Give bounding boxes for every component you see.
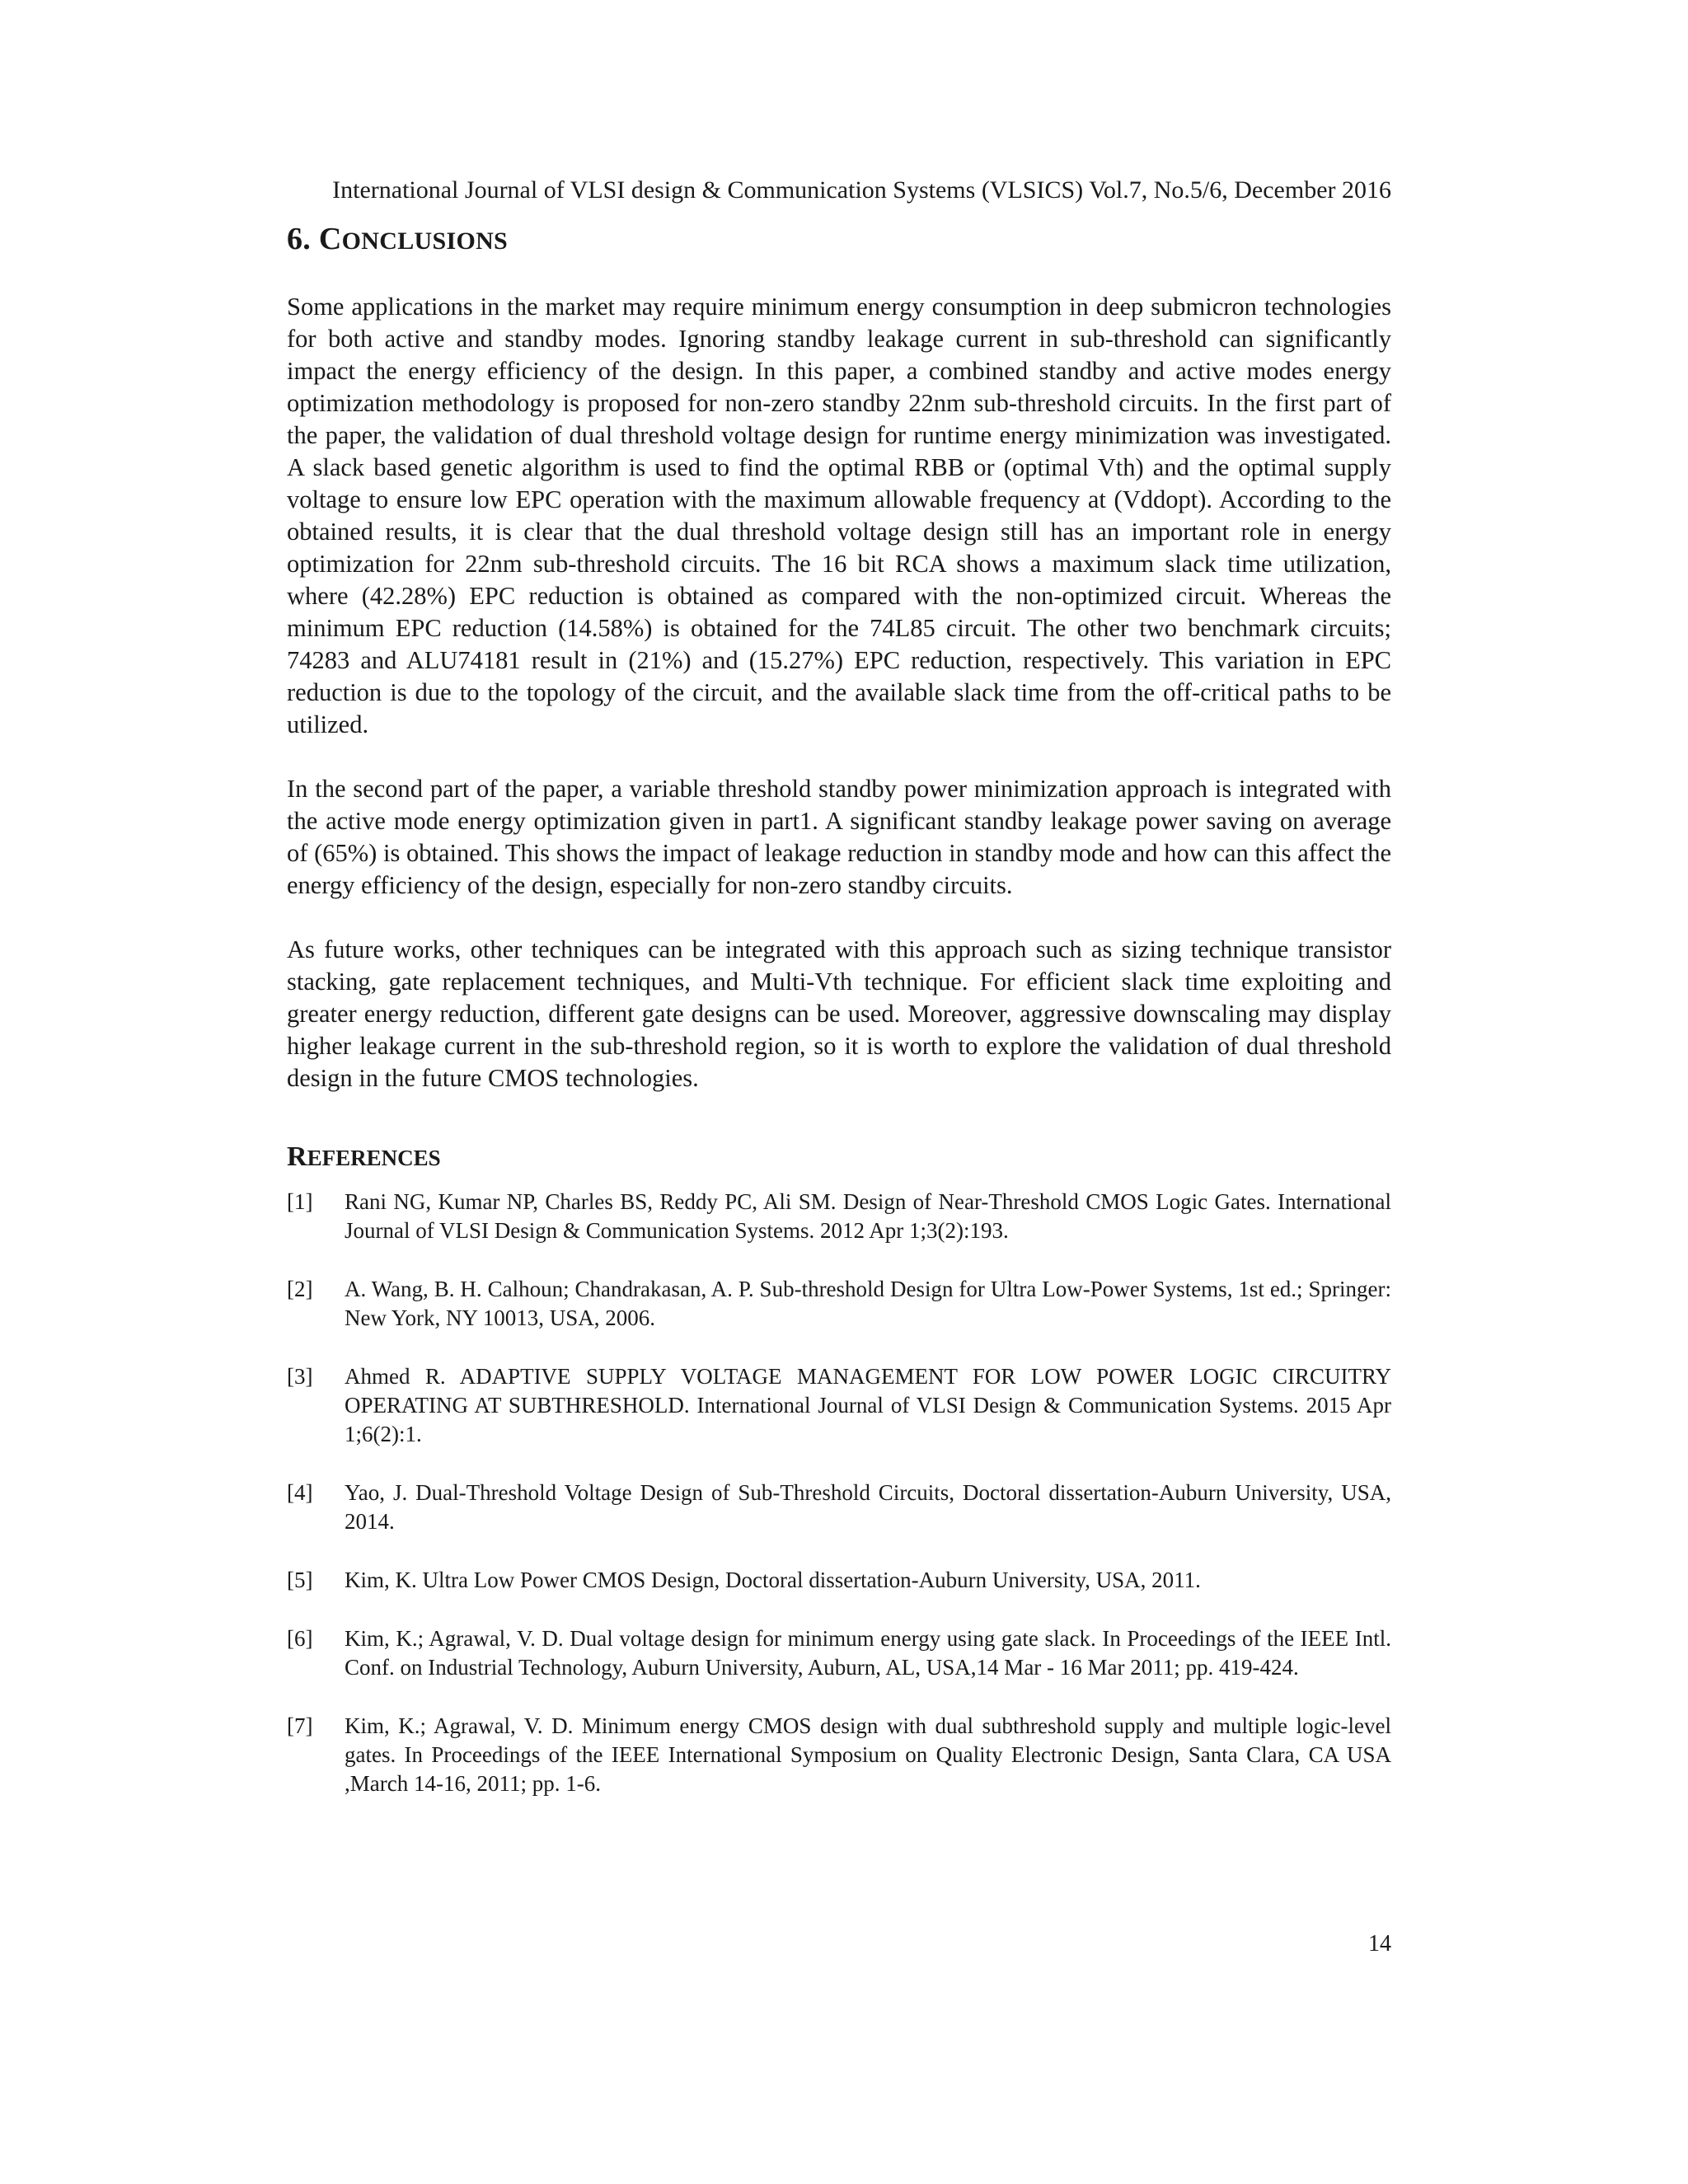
reference-item: [287, 1188, 1391, 1245]
conclusions-heading: [287, 219, 1391, 261]
reference-item: [287, 1566, 1391, 1595]
reference-item: [287, 1275, 1391, 1333]
page-number: 14: [1368, 1931, 1391, 1957]
conclusions-heading-rest: ONCLUSIONS: [341, 227, 509, 255]
references-heading-first: R: [287, 1141, 307, 1172]
reference-number: [7]: [287, 1713, 313, 1738]
conclusions-paragraph-1: Some applications in the market may require minimum energy consumption in deep submicron technologies for both active and standby modes. Ignoring standby leakage current in sub-threshold can significantly impact the energy efficiency of the design. In this paper, a combined standby and active modes energy optimization methodology is proposed for non-zero standby 22nm sub-threshold circuits. In the first part of the paper, the validation of dual threshold voltage design for runtime energy minimization was investigated. A slack based genetic algorithm is used to find the optimal RBB or (optimal Vth) and the optimal supply voltage to ensure low EPC operation with the maximum allowable frequency at (Vddopt). According to the obtained results, it is clear that the dual threshold voltage design still has an important role in energy optimization for 22nm sub-threshold circuits. The 16 bit RCA shows a maximum slack time utilization, where (42.28%) EPC reduction is obtained as compared with the non-optimized circuit. Whereas the minimum EPC reduction (14.58%) is obtained for the 74L85 circuit. The other two benchmark circuits; 74283 and ALU74181 result in (21%) and (15.27%) EPC reduction, respectively. This variation in EPC reduction is due to the topology of the circuit, and the available slack time from the off-critical paths to be utilized.: [287, 293, 1391, 738]
conclusions-paragraph-2: In the second part of the paper, a variable threshold standby power minimization approach is integrated with the active mode energy optimization given in part1. A significant standby leakage power saving on average of (65%) is obtained. This shows the impact of leakage reduction in standby mode and how can this affect the energy efficiency of the design, especially for non-zero standby circuits.: [287, 775, 1391, 899]
reference-item: [287, 1712, 1391, 1798]
reference-number: [5]: [287, 1568, 313, 1592]
reference-number: [3]: [287, 1364, 313, 1389]
conclusions-paragraph-3: As future works, other techniques can be integrated with this approach such as sizing technique transistor stacking, gate replacement techniques, and Multi-Vth technique. For efficient slack time exploiting and greater energy reduction, different gate designs can be used. Moreover, aggressive downscaling may display higher leakage current in the sub-threshold region, so it is worth to explore the validation of dual threshold design in the future CMOS technologies.: [287, 935, 1391, 1092]
reference-text: Yao, J. Dual-Threshold Voltage Design of Sub-Threshold Circuits, Doctoral dissertation-Auburn University, USA, 2014.: [345, 1480, 1391, 1534]
reference-number: [4]: [287, 1480, 313, 1505]
reference-text: Rani NG, Kumar NP, Charles BS, Reddy PC, Ali SM. Design of Near-Threshold CMOS Logic Gates. International Journal of VLSI Design & Communication Systems. 2012 Apr 1;3(2):193.: [345, 1189, 1391, 1243]
conclusions-heading-number: 6. C: [287, 222, 342, 256]
reference-text: Kim, K.; Agrawal, V. D. Minimum energy CMOS design with dual subthreshold supply and multiple logic-level gates. In Proceedings of the IEEE International Symposium on Quality Electronic Design, Santa Clara, CA USA ,March 14-16, 2011; pp. 1-6.: [345, 1713, 1391, 1796]
reference-number: [6]: [287, 1626, 313, 1651]
reference-text: A. Wang, B. H. Calhoun; Chandrakasan, A. P. Sub-threshold Design for Ultra Low-Power Systems, 1st ed.; Springer: New York, NY 10013, USA, 2006.: [345, 1277, 1391, 1330]
reference-text: Kim, K.; Agrawal, V. D. Dual voltage design for minimum energy using gate slack. In Proceedings of the IEEE Intl. Conf. on Industrial Technology, Auburn University, Auburn, AL, USA,14 Mar - 16 Mar 2011; pp. 419-424.: [345, 1626, 1391, 1680]
reference-number: [1]: [287, 1189, 313, 1214]
reference-number: [2]: [287, 1277, 313, 1301]
references-heading-rest: EFERENCES: [307, 1146, 441, 1170]
page-content: [287, 165, 1391, 1828]
reference-text: Kim, K. Ultra Low Power CMOS Design, Doctoral dissertation-Auburn University, USA, 2011.: [345, 1568, 1201, 1592]
reference-text: Ahmed R. ADAPTIVE SUPPLY VOLTAGE MANAGEMENT FOR LOW POWER LOGIC CIRCUITRY OPERATING AT SUBTHRESHOLD. International Journal of VLSI Design & Communication Systems. 2015 Apr 1;6(2):1.: [345, 1364, 1391, 1446]
reference-item: [287, 1624, 1391, 1682]
reference-item: [287, 1362, 1391, 1449]
references-heading: [287, 1139, 1391, 1176]
reference-item: [287, 1479, 1391, 1536]
running-header: International Journal of VLSI design & Communication Systems (VLSICS) Vol.7, No.5/6, December 2016: [332, 176, 1391, 204]
